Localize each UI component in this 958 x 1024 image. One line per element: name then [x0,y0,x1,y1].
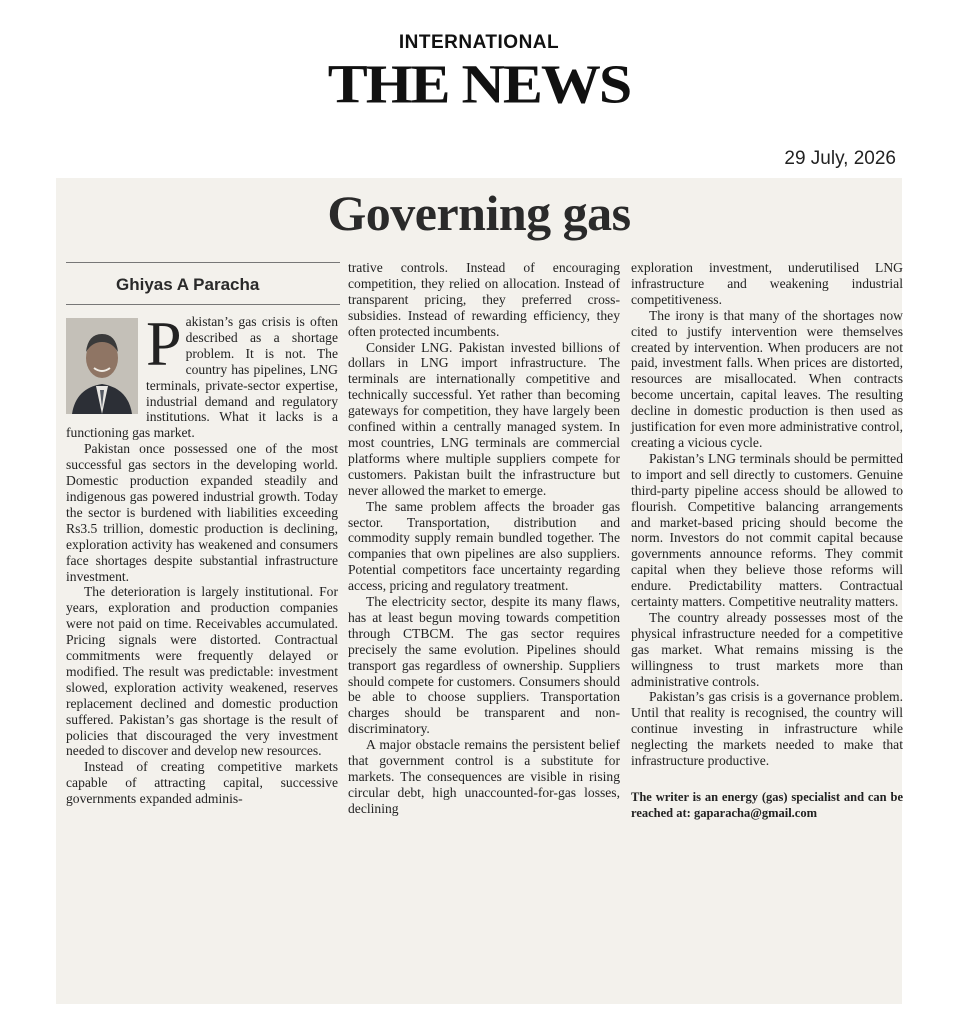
paragraph: The irony is that many of the shortages now cited to justify intervention were themselves created by intervention. When producers are not paid, investment falls. When prices are distorted, resources are misallocated. When contracts become uncertain, capital leaves. The resulting decline in domestic production is then used as justification for even more administrative control, creating a vicious cycle. [631,307,903,450]
paragraph: Pakistan once possessed one of the most successful gas sectors in the developing world. Domestic production expanded steadily and indigenous gas powered industrial growth. Today the sector is burdened with liabilities exceeding Rs3.5 trillion, domestic production is declining, exploration activity has weakened and consumers face shortages despite substantial infrastructure investment. [66,441,338,584]
paragraph: The country already possesses most of the physical infrastructure needed for a competitive gas market. What remains missing is the willingness to trust markets more than administrative controls. [631,609,903,689]
masthead-title: THE NEWS [327,53,631,115]
masthead-international: INTERNATIONAL [398,32,560,53]
paragraph [66,308,338,441]
paragraph-text: akistan’s gas crisis is often described as a shortage problem. It is not. The country has pipelines, LNG terminals, private-sector expertise, industrial demand and regulatory institutions. What it lacks is a functioning gas market. [66,314,338,441]
byline-bottom-rule [66,304,340,305]
paragraph: exploration investment, underutilised LNG infrastructure and weakening industrial competitiveness. [631,260,903,307]
article-headline: Governing gas [327,185,631,241]
paragraph: The electricity sector, despite its many flaws, has at least begun moving towards competition through CTBCM. The gas sector requires precisely the same evolution. Pipelines should transport gas regardless of ownership. Suppliers should compete for customers. Consumers should be able to choose suppliers. Transportation charges should be transparent and non-discriminatory. [348,594,620,737]
paragraph: Consider LNG. Pakistan invested billions of dollars in LNG import infrastructure. The terminals are internationally competitive and technically successful. Yet rather than becoming gateways for competition, they have largely been confined within a centrally managed system. In most countries, LNG terminals are commercial platforms where multiple suppliers compete for customers. Pakistan built the infrastructure but never allowed the market to emerge. [348,339,620,498]
byline-top-rule [66,262,340,263]
paragraph: The deterioration is largely institutional. For years, exploration and production companies were not paid on time. Receivables accumulated. Pricing signals were distorted. Contractual commitments were frequently delayed or modified. The result was predictable: investment slowed, exploration activity weakened, reserves replacement declined and domestic production suffered. Pakistan’s gas shortage is the result of policies that discouraged the very investment needed to discover and develop new resources. [66,584,338,759]
paragraph: Pakistan’s LNG terminals should be permitted to import and sell directly to customers. Genuine third-party pipeline access should be allowed to flourish. Competitive balancing arrangements and market-based pricing should become the norm. Investors do not commit capital because governments announce reforms. They commit capital when they believe those reforms will endure. Predictability matters. Contractual certainty matters. Competitive neutrality matters. [631,450,903,610]
author-photo [66,318,138,414]
article-column-2 [348,260,620,817]
author-footer-note: The writer is an energy (gas) specialist and can be reached at: gaparacha@gmail.com [631,790,903,820]
paragraph: Pakistan’s gas crisis is a governance problem. Until that reality is recognised, the country will continue investing in infrastructure while neglecting the markets needed to make that infrastructure productive. [631,689,903,769]
drop-cap: P [146,308,182,379]
publication-date: 29 July, 2026 [784,148,896,169]
article-column-3 [631,260,903,821]
article-column-1 [66,308,338,807]
article-clipping [56,178,902,1004]
paragraph: A major obstacle remains the persistent belief that government control is a substitute for markets. The consequences are visible in rising circular debt, high unaccounted-for-gas losses, declining [348,737,620,816]
paragraph: The same problem affects the broader gas sector. Transportation, distribution and commodity supply remain bundled together. The companies that own pipelines are also suppliers. Potential competitors face uncertainty regarding access, pricing and regulatory treatment. [348,498,620,594]
author-byline: Ghiyas A Paracha [116,275,260,294]
paragraph: trative controls. Instead of encouraging competition, they relied on allocation. Instead of transparent pricing, they preferred cross-subsidies. Instead of rewarding efficiency, they often protected incumbents. [348,260,620,339]
paragraph: Instead of creating competitive markets capable of attracting capital, successive governments expanded adminis- [66,759,338,807]
